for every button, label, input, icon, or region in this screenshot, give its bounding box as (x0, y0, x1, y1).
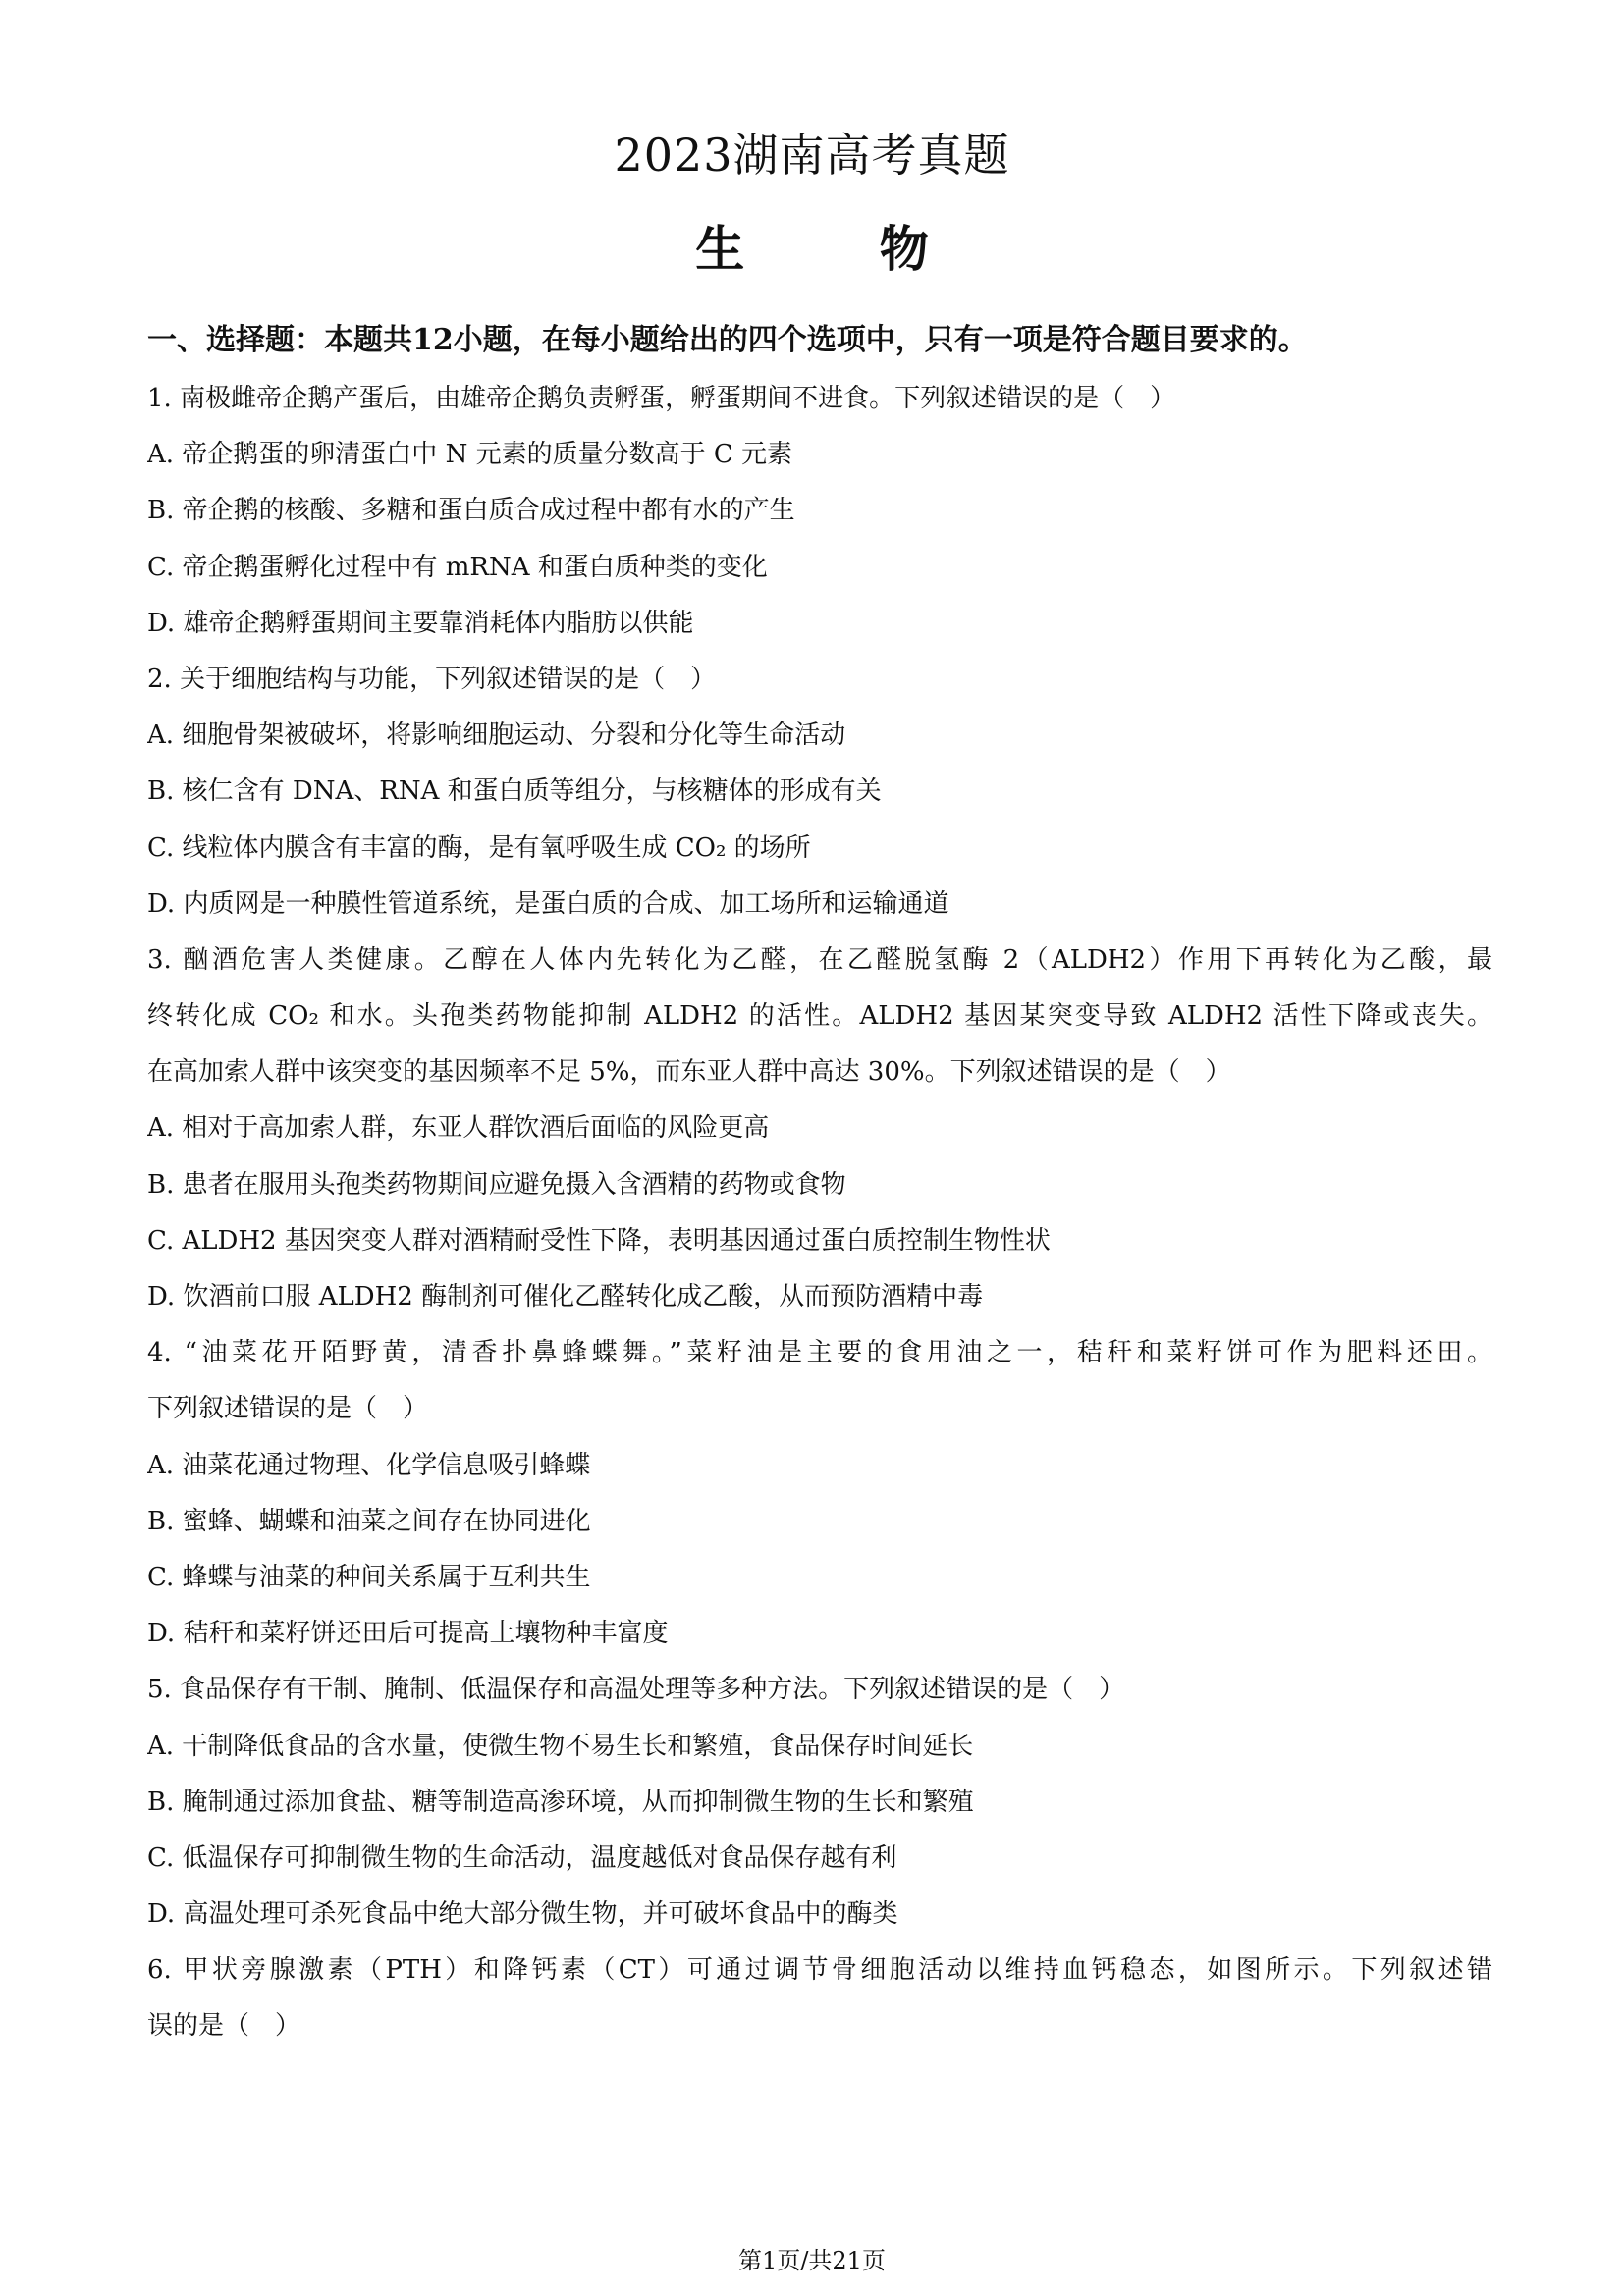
subject-title: 生 物 (695, 220, 988, 278)
question-6-stem-line-1: 6. 甲状旁腺激素（PTH）和降钙素（CT）可通过调节骨细胞活动以维持血钙稳态，如图所示。下列叙述错 (147, 1955, 1492, 1986)
question-2-option-b: B. 核仁含有 DNA、RNA 和蛋白质等组分，与核糖体的形成有关 (147, 776, 882, 807)
question-3-option-d: D. 饮酒前口服 ALDH2 酶制剂可催化乙醛转化成乙酸，从而预防酒精中毒 (147, 1282, 984, 1311)
question-4-option-a: A. 油菜花通过物理、化学信息吸引蜂蝶 (147, 1450, 591, 1480)
question-5-option-a: A. 干制降低食品的含水量，使微生物不易生长和繁殖，食品保存时间延长 (147, 1731, 974, 1761)
question-1-option-c: C. 帝企鹅蛋孵化过程中有 mRNA 和蛋白质种类的变化 (147, 552, 768, 582)
question-2-option-a: A. 细胞骨架被破坏，将影响细胞运动、分裂和分化等生命活动 (147, 721, 846, 751)
question-2-stem: 2. 关于细胞结构与功能，下列叙述错误的是（ ） (147, 664, 717, 694)
question-2-option-d: D. 内质网是一种膜性管道系统，是蛋白质的合成、加工场所和运输通道 (147, 888, 949, 919)
question-1-option-a: A. 帝企鹅蛋的卵清蛋白中 N 元素的质量分数高于 C 元素 (147, 440, 793, 470)
question-body (147, 371, 1492, 2056)
question-3-option-a: A. 相对于高加索人群，东亚人群饮酒后面临的风险更高 (147, 1113, 770, 1144)
page-number: 第1页/共21页 (738, 2247, 886, 2274)
question-5-option-b: B. 腌制通过添加食盐、糖等制造高渗环境，从而抑制微生物的生长和繁殖 (147, 1787, 974, 1817)
question-3-option-b: B. 患者在服用头孢类药物期间应避免摄入含酒精的药物或食物 (147, 1169, 846, 1200)
question-4-option-b: B. 蜜蜂、蝴蝶和油菜之间存在协同进化 (147, 1506, 591, 1536)
question-3-stem-line-2: 终转化成 CO₂ 和水。头孢类药物能抑制 ALDH2 的活性。ALDH2 基因某突变导致 ALDH2 活性下降或丧失。 (147, 1001, 1492, 1032)
question-4-option-d: D. 秸秆和菜籽饼还田后可提高土壤物种丰富度 (147, 1619, 669, 1649)
question-3-stem-line-3: 在高加索人群中该突变的基因频率不足 5%，而东亚人群中高达 30%。下列叙述错误的是（ ） (147, 1057, 1231, 1088)
question-1-stem: 1. 南极雌帝企鹅产蛋后，由雄帝企鹅负责孵蛋，孵蛋期间不进食。下列叙述错误的是（ ） (147, 384, 1176, 413)
section-heading: 一、选择题：本题共12小题，在每小题给出的四个选项中，只有一项是符合题目要求的。 (147, 323, 1308, 357)
question-3-stem-line-1: 3. 酗酒危害人类健康。乙醇在人体内先转化为乙醛，在乙醛脱氢酶 2（ALDH2）作用下再转化为乙酸，最 (147, 944, 1492, 975)
question-5-option-c: C. 低温保存可抑制微生物的生命活动，温度越低对食品保存越有利 (147, 1842, 897, 1873)
question-4-stem-line-1: 4. “油菜花开陌野黄，清香扑鼻蜂蝶舞。”菜籽油是主要的食用油之一，秸秆和菜籽饼可作为肥料还田。 (147, 1338, 1492, 1368)
question-5-option-d: D. 高温处理可杀死食品中绝大部分微生物，并可破坏食品中的酶类 (147, 1899, 898, 1930)
question-4-option-c: C. 蜂蝶与油菜的种间关系属于互利共生 (147, 1562, 591, 1592)
question-1-option-b: B. 帝企鹅的核酸、多糖和蛋白质合成过程中都有水的产生 (147, 496, 795, 526)
question-3-option-c: C. ALDH2 基因突变人群对酒精耐受性下降，表明基因通过蛋白质控制生物性状 (147, 1225, 1051, 1255)
question-4-stem-line-2: 下列叙述错误的是（ ） (147, 1394, 429, 1424)
question-1-option-d: D. 雄帝企鹅孵蛋期间主要靠消耗体内脂肪以供能 (147, 608, 694, 638)
question-5-stem: 5. 食品保存有干制、腌制、低温保存和高温处理等多种方法。下列叙述错误的是（ ） (147, 1675, 1125, 1705)
question-2-option-c: C. 线粒体内膜含有丰富的酶，是有氧呼吸生成 CO₂ 的场所 (147, 832, 811, 863)
question-6-stem-line-2: 误的是（ ） (147, 2011, 301, 2042)
page-title: 2023湖南高考真题 (614, 129, 1010, 182)
